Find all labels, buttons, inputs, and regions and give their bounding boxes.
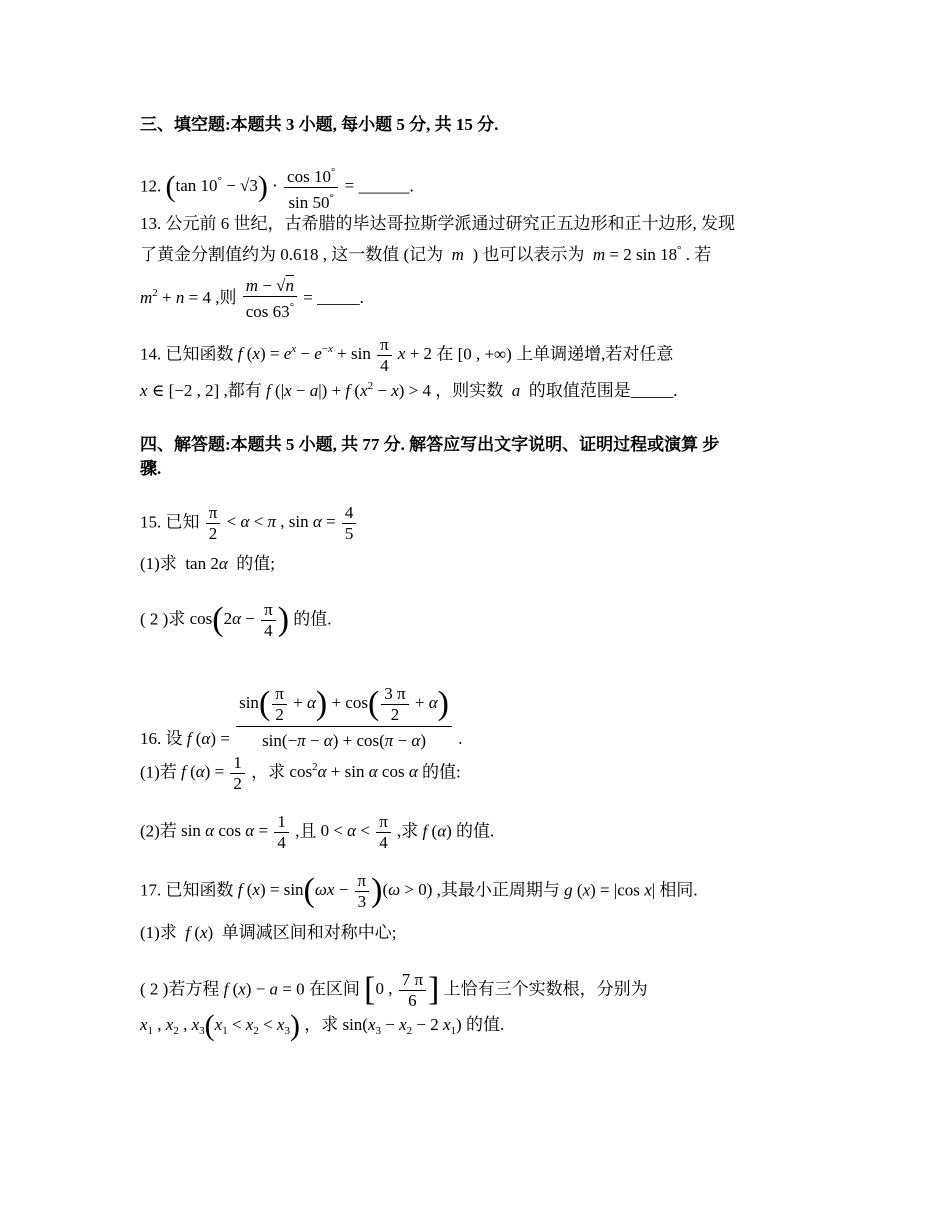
- q12-number: 12.: [140, 176, 162, 196]
- q17-p2-equation: f (x) − a = 0: [223, 979, 305, 999]
- q12-formula: (tan 10° − √3) · $\frac{\cos 10^\circ}{\sin 50^\circ}$ =: [165, 166, 355, 212]
- q16-part-2: (2)若 sin α cos α = $\frac{1}{4}$ ,且 0 < α < $\frac{\pi}{4}$ ,求 f (α) 的值.: [140, 812, 495, 852]
- q17-part-1: (1)求 f (x) 单调减区间和对称中心;: [140, 923, 397, 942]
- q16-p1-condition: f (α) = $\frac{1}{2}$: [181, 762, 247, 781]
- q17-p2-expression: $\sin(x_3 - x_2 - 2$ $x_1$): [342, 1015, 462, 1037]
- q15-p1-expression: tan 2α: [181, 554, 228, 573]
- q16-function: f (α) = sin( $\frac{\pi}{2}$ + α) + cos( $\frac{3 \pi}{2}$ + α) sin(−π − α) + cos(π − α): [187, 729, 454, 748]
- q17-part-2: ( 2 )若方程 f (x) − a = 0 在区间 [0 , $\frac{7 \pi}{6}$ ] 上恰有三个实数根，分别为: [140, 970, 648, 1010]
- q16-p1-expression: $\cos^2\alpha + \sin \alpha$ cos α: [289, 761, 418, 782]
- q13-line-1: 13. 公元前 6 世纪，古希腊的毕达哥拉斯学派通过研究正五边形和正十边形, 发现: [140, 214, 735, 233]
- q14-function: f $(x) = e^x - e^{-x} + \sin$ $\frac{\pi}{4}$ x + 2: [237, 335, 433, 375]
- q13-formula-m: m = 2 sin 18°: [592, 244, 682, 264]
- q17-function: f (x) = sin(ωx − $\frac{\pi}{3}$ )(ω > 0): [237, 871, 433, 911]
- q15-p2-expression: cos(2α − $\frac{\pi}{4}$ ): [189, 600, 290, 640]
- section-4-heading-line-1: 四、解答题:本题共 5 小题, 共 77 分. 解答应写出文字说明、证明过程或演算 步: [140, 435, 720, 454]
- q12-answer-blank: ______.: [358, 176, 414, 196]
- question-15: 15. 已知 $\frac{\pi}{2}$ < α < π , sin α = $\frac{4}{5}$: [140, 503, 358, 544]
- q13-condition: $m^2 + n = 4$: [140, 286, 211, 307]
- q17-p2-interval: [0 , $\frac{7 \pi}{6}$ ]: [364, 970, 440, 1010]
- q14-interval: [0 , +∞): [457, 344, 512, 364]
- q15-part-1: (1)求 tan 2α 的值;: [140, 554, 276, 573]
- q16-p2-range: 0 < α < $\frac{\pi}{4}$: [321, 821, 393, 840]
- q17-p1-expression: f (x): [185, 923, 218, 942]
- question-16: 16. 设 f (α) = sin( $\frac{\pi}{2}$ + α) + cos( $\frac{3 \pi}{2}$ + α) sin(−π − α) + cos(π − α) .: [140, 680, 463, 755]
- question-12: [140, 162, 414, 213]
- q14-line-2: x ∈ [−2 , 2] ,都有 f (|x − a|) + f $(x^2 - x) > 4$ ，则实数 a 的取值范围是_____.: [140, 380, 678, 400]
- q13-line-2: 了黄金分割值约为 0.618 , 这一数值 (记为 m ) 也可以表示为 m = 2 sin 18° . 若: [140, 244, 712, 264]
- q14-line-1: 14. 已知函数 f $(x) = e^x - e^{-x} + \sin$ $\frac{\pi}{4}$ x + 2 在 [0 , +∞) 上单调递增,若对任意: [140, 335, 674, 375]
- q17-g-function: g (x) = |cos x|: [564, 880, 656, 900]
- q16-p2-expression: f (α): [422, 821, 452, 841]
- q15-condition: $\frac{\pi}{2}$ < α < π , sin α = $\frac{4}{5}$: [204, 512, 359, 531]
- q13-expression: $\frac{m - √n}{\cos 63^\circ}$ =: [241, 288, 313, 307]
- q13-line-3: $m^2 + n = 4$ ,则 $\frac{m - √n}{\cos 63^\circ}$ = _____.: [140, 276, 364, 321]
- section-4-heading-line-2: 骤.: [140, 459, 162, 478]
- q14-inequality: f (|x − a|) + f $(x^2 - x) > 4$: [266, 380, 431, 400]
- q15-part-2: ( 2 )求 cos(2α − $\frac{\pi}{4}$ ) 的值.: [140, 600, 332, 640]
- q16-part-1: (1)若 f (α) = $\frac{1}{2}$ ，求 $\cos^2\alpha + \sin \alpha$ cos α 的值:: [140, 753, 461, 793]
- q17-p2-roots: $x_1$ , $x_2$ , $x_3(x_1 < x_2 < x_3)$: [140, 1009, 300, 1043]
- q13-var-m: m: [447, 245, 469, 264]
- q14-var-a: a: [507, 381, 525, 400]
- question-17: 17. 已知函数 f (x) = sin(ωx − $\frac{\pi}{3}$ )(ω > 0) ,其最小正周期与 g (x) = |cos x| 相同.: [140, 871, 698, 911]
- q16-p2-condition: sin α cos α = $\frac{1}{4}$: [181, 821, 291, 840]
- q17-part-2-line-2: $x_1$ , $x_2$ , $x_3(x_1 < x_2 < x_3)$ ，求 $\sin(x_3 - x_2 - 2$ $x_1$) 的值.: [140, 1009, 505, 1043]
- q13-answer-blank: _____.: [317, 287, 364, 307]
- section-3-heading: 三、填空题:本题共 3 小题, 每小题 5 分, 共 15 分.: [140, 115, 499, 134]
- q14-domain: x ∈ [−2 , 2]: [140, 381, 220, 400]
